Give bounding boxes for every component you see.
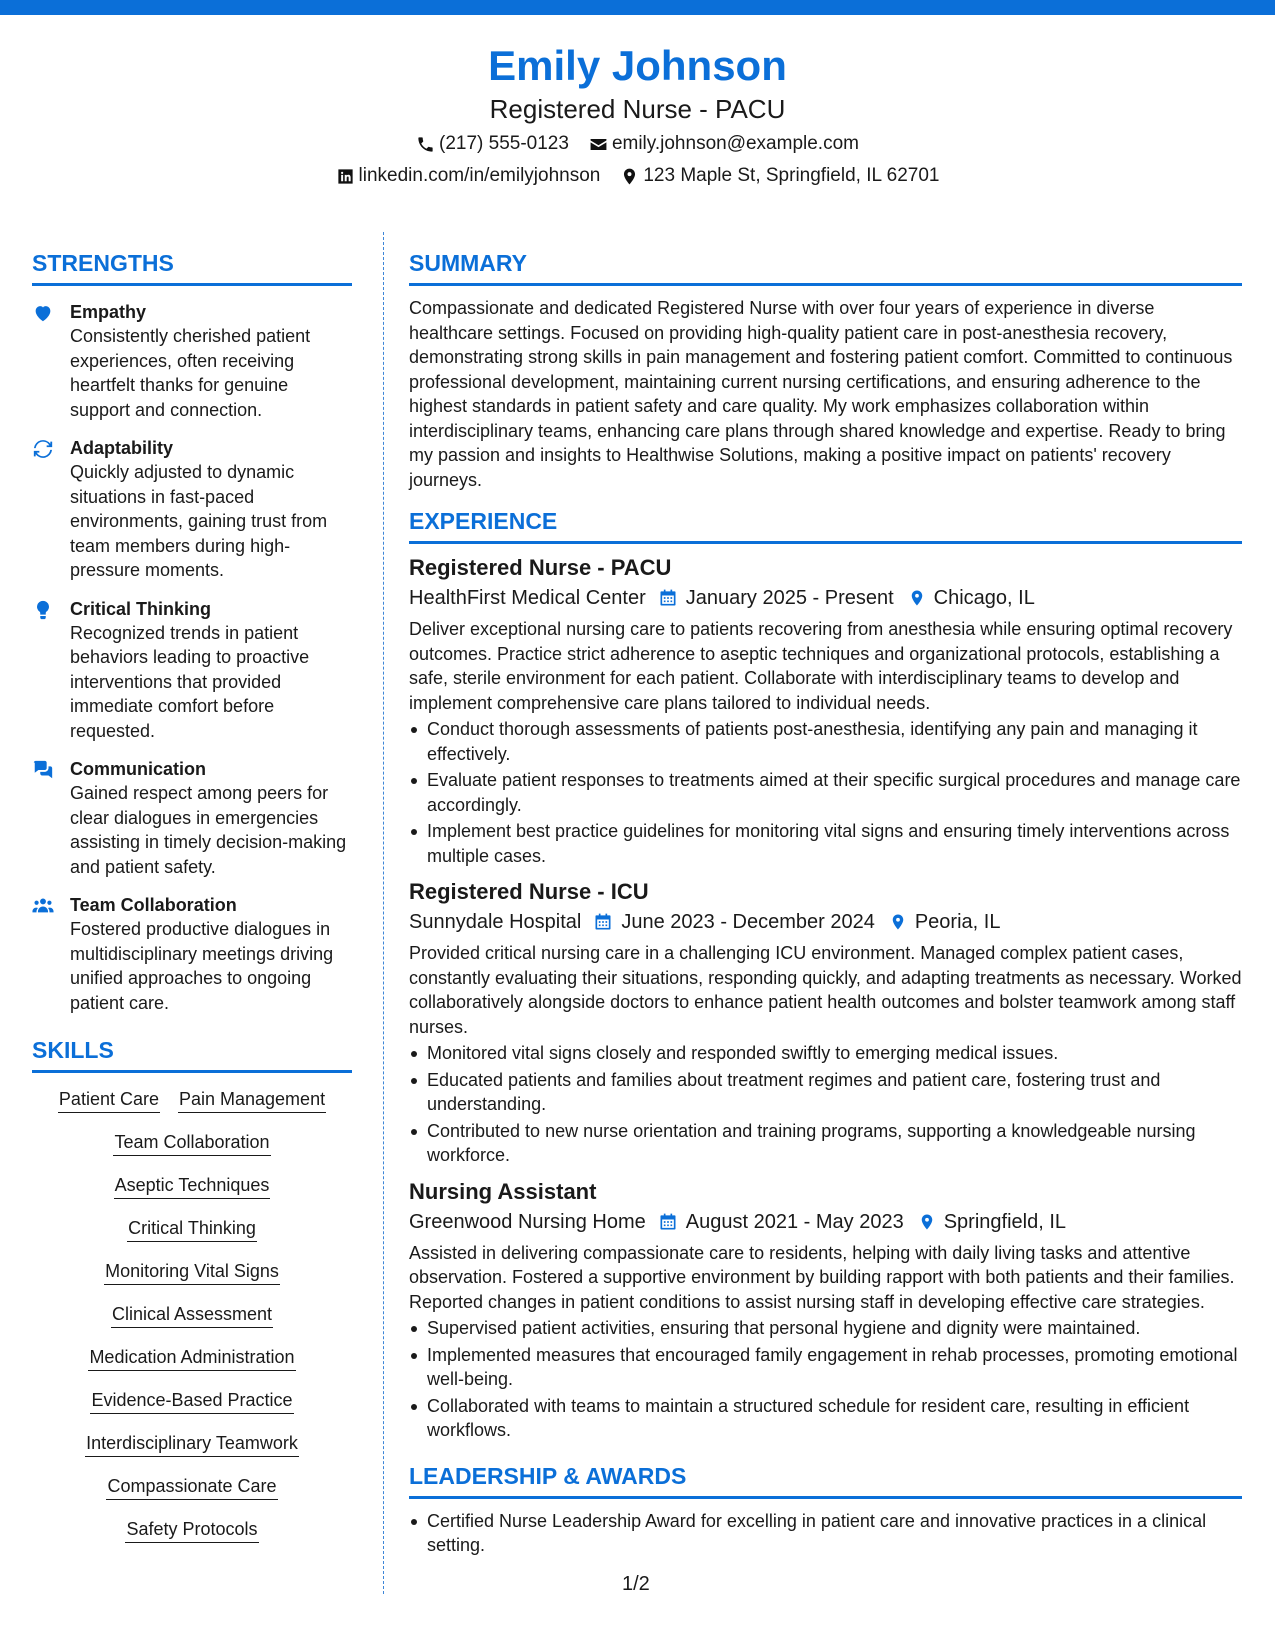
experience-heading: EXPERIENCE	[409, 506, 1242, 544]
right-column	[409, 248, 1242, 1560]
leadership-heading: LEADERSHIP & AWARDS	[409, 1461, 1242, 1499]
strength-description: Fostered productive dialogues in multidisciplinary meetings driving unified approaches to ongoing patient care.	[70, 919, 334, 1013]
skill-tag: Medication Administration	[88, 1345, 295, 1371]
job-dates: August 2021 - May 2023	[685, 1210, 904, 1233]
candidate-title: Registered Nurse - PACU	[489, 94, 786, 124]
strength-item	[32, 893, 352, 1015]
strength-description: Consistently cherished patient experiences, often receiving heartfelt thanks for genuine support and connection.	[70, 326, 311, 420]
skill-tag: Critical Thinking	[127, 1216, 257, 1242]
calendar-icon	[658, 1212, 678, 1232]
job-description: Provided critical nursing care in a challenging ICU environment. Managed complex patient cases, constantly evaluating their situations, responding quickly, and adapting treatments as necessary. Worked collaboratively alongside doctors to enhance patient health outcomes and bolster teamwork among staff nurses.	[409, 943, 1242, 1037]
skill-tag: Compassionate Care	[106, 1474, 277, 1500]
contact-row-1	[0, 132, 1275, 156]
column-divider	[383, 232, 384, 1594]
phone-contact	[416, 132, 569, 156]
job-bullets	[409, 1041, 1242, 1168]
job-meta	[409, 908, 1242, 936]
skill-tag: Evidence-Based Practice	[90, 1388, 293, 1414]
bullet-item: Conduct thorough assessments of patients post-anesthesia, identifying any pain and managing it effectively.	[409, 717, 1242, 766]
job-dates: June 2023 - December 2024	[621, 911, 875, 933]
company-name: Sunnydale Hospital	[409, 911, 582, 933]
sync-icon	[32, 438, 54, 460]
strengths-heading: STRENGTHS	[32, 248, 352, 286]
linkedin-icon	[336, 167, 355, 186]
summary-heading: SUMMARY	[409, 248, 1242, 286]
phone-number: (217) 555-0123	[439, 133, 569, 154]
strength-description: Recognized trends in patient behaviors leading to proactive interventions that provided immediate comfort before requested.	[70, 622, 310, 741]
strength-item	[32, 436, 352, 583]
job-location: Peoria, IL	[914, 911, 1001, 933]
users-icon	[32, 895, 54, 917]
map-pin-icon	[908, 588, 926, 608]
job-entry	[409, 554, 1242, 868]
left-column	[32, 248, 352, 1560]
bullet-item: Monitored vital signs closely and responded swiftly to emerging medical issues.	[409, 1041, 1242, 1066]
job-meta	[409, 584, 1242, 612]
skill-tag: Interdisciplinary Teamwork	[85, 1431, 299, 1457]
bullet-item: Evaluate patient responses to treatments aimed at their specific surgical procedures and manage care accordingly.	[409, 768, 1242, 817]
strength-name: Adaptability	[70, 438, 174, 458]
job-description: Assisted in delivering compassionate care to residents, helping with daily living tasks and attentive observation. Fostered a supportive environment by building rapport with both patients and their families. Reported changes in patient conditions to assist nursing staff in developing effective care strategies.	[409, 1242, 1235, 1312]
linkedin-contact[interactable]	[336, 164, 601, 188]
skills-heading: SKILLS	[32, 1035, 352, 1073]
strength-name: Critical Thinking	[70, 598, 212, 619]
resume-header	[0, 40, 1275, 188]
job-description: Deliver exceptional nursing care to patients recovering from anesthesia while ensuring optimal recovery outcomes. Practice strict adherence to aseptic techniques and organizational protocols, establishing a safe, sterile environment for each patient. Collaborate with interdisciplinary teams to develop and implement comprehensive care plans tailored to individual needs.	[409, 619, 1233, 713]
skill-tag: Pain Management	[178, 1087, 326, 1113]
strength-name: Communication	[70, 759, 207, 779]
skill-tag: Monitoring Vital Signs	[104, 1259, 280, 1285]
bullet-item: Certified Nurse Leadership Award for excelling in patient care and innovative practices in a clinical setting.	[409, 1509, 1242, 1558]
page-number: 1/2	[622, 1573, 650, 1595]
summary-text: Compassionate and dedicated Registered Nurse with over four years of experience in diverse healthcare settings. Focused on providing high-quality patient care in post-anesthesia recovery, demonstrating strong skills in pain management and fostering patient comfort. Committed to continuous professional development, maintaining current nursing certifications, and ensuring adherence to the highest standards in patient safety and care quality. My work emphasizes collaboration within interdisciplinary teams, enhancing care plans through shared knowledge and expertise. Ready to bring my passion and insights to Healthwise Solutions, making a positive impact on patients' recovery journeys.	[409, 298, 1233, 490]
email-contact[interactable]	[589, 132, 859, 156]
calendar-icon	[593, 912, 613, 932]
map-pin-icon	[918, 1212, 936, 1232]
map-pin-icon	[889, 912, 907, 932]
lightbulb-icon	[32, 599, 54, 621]
job-title: Nursing Assistant	[409, 1178, 597, 1204]
contact-row-2	[0, 164, 1275, 188]
phone-icon	[416, 135, 435, 154]
leadership-bullets	[409, 1509, 1242, 1558]
job-title: Registered Nurse - ICU	[409, 879, 649, 904]
job-location: Springfield, IL	[943, 1210, 1066, 1233]
strength-item	[32, 757, 352, 879]
skills-list	[32, 1087, 352, 1543]
skill-tag: Team Collaboration	[113, 1130, 270, 1156]
bullet-item: Implement best practice guidelines for monitoring vital signs and ensuring timely interventions across multiple cases.	[409, 819, 1242, 868]
job-location: Chicago, IL	[933, 587, 1035, 609]
job-entry	[409, 1178, 1242, 1443]
skill-tag: Patient Care	[58, 1087, 160, 1113]
bullet-item: Educated patients and families about treatment regimes and patient care, fostering trust and understanding.	[409, 1068, 1242, 1117]
bullet-item: Implemented measures that encouraged family engagement in rehab processes, promoting emotional well-being.	[409, 1343, 1242, 1392]
skill-tag: Clinical Assessment	[111, 1302, 273, 1328]
envelope-icon	[589, 135, 608, 154]
job-dates: January 2025 - Present	[685, 587, 894, 609]
address-contact	[620, 164, 939, 188]
linkedin-url[interactable]: linkedin.com/in/emilyjohnson	[358, 165, 601, 186]
bullet-item: Collaborated with teams to maintain a structured schedule for resident care, resulting in efficient workflows.	[409, 1394, 1242, 1443]
job-bullets	[409, 1316, 1242, 1443]
bullet-item: Contributed to new nurse orientation and training programs, supporting a knowledgeable nursing workforce.	[409, 1119, 1242, 1168]
strength-name: Team Collaboration	[70, 895, 237, 915]
company-name: Greenwood Nursing Home	[409, 1210, 646, 1233]
email-address[interactable]: emily.johnson@example.com	[611, 133, 859, 154]
calendar-icon	[658, 588, 678, 608]
job-entry	[409, 878, 1242, 1168]
strength-description: Quickly adjusted to dynamic situations in fast-paced environments, gaining trust from team members during high-pressure moments.	[70, 462, 328, 580]
candidate-name: Emily Johnson	[488, 42, 787, 89]
strength-item	[32, 597, 352, 744]
skill-tag: Aseptic Techniques	[114, 1173, 271, 1199]
job-title: Registered Nurse - PACU	[409, 555, 672, 580]
job-meta	[409, 1208, 1242, 1236]
map-pin-icon	[620, 167, 639, 186]
comments-icon	[32, 759, 54, 781]
job-bullets	[409, 717, 1242, 868]
strength-name: Empathy	[70, 302, 147, 322]
strength-item	[32, 300, 352, 422]
street-address: 123 Maple St, Springfield, IL 62701	[643, 165, 940, 186]
strength-description: Gained respect among peers for clear dialogues in emergencies assisting in timely decision-making and patient safety.	[70, 783, 347, 877]
company-name: HealthFirst Medical Center	[409, 587, 646, 609]
heart-icon	[32, 302, 54, 324]
bullet-item: Supervised patient activities, ensuring that personal hygiene and dignity were maintained.	[409, 1316, 1242, 1341]
top-accent-bar	[0, 0, 1275, 15]
skill-tag: Safety Protocols	[125, 1517, 258, 1543]
